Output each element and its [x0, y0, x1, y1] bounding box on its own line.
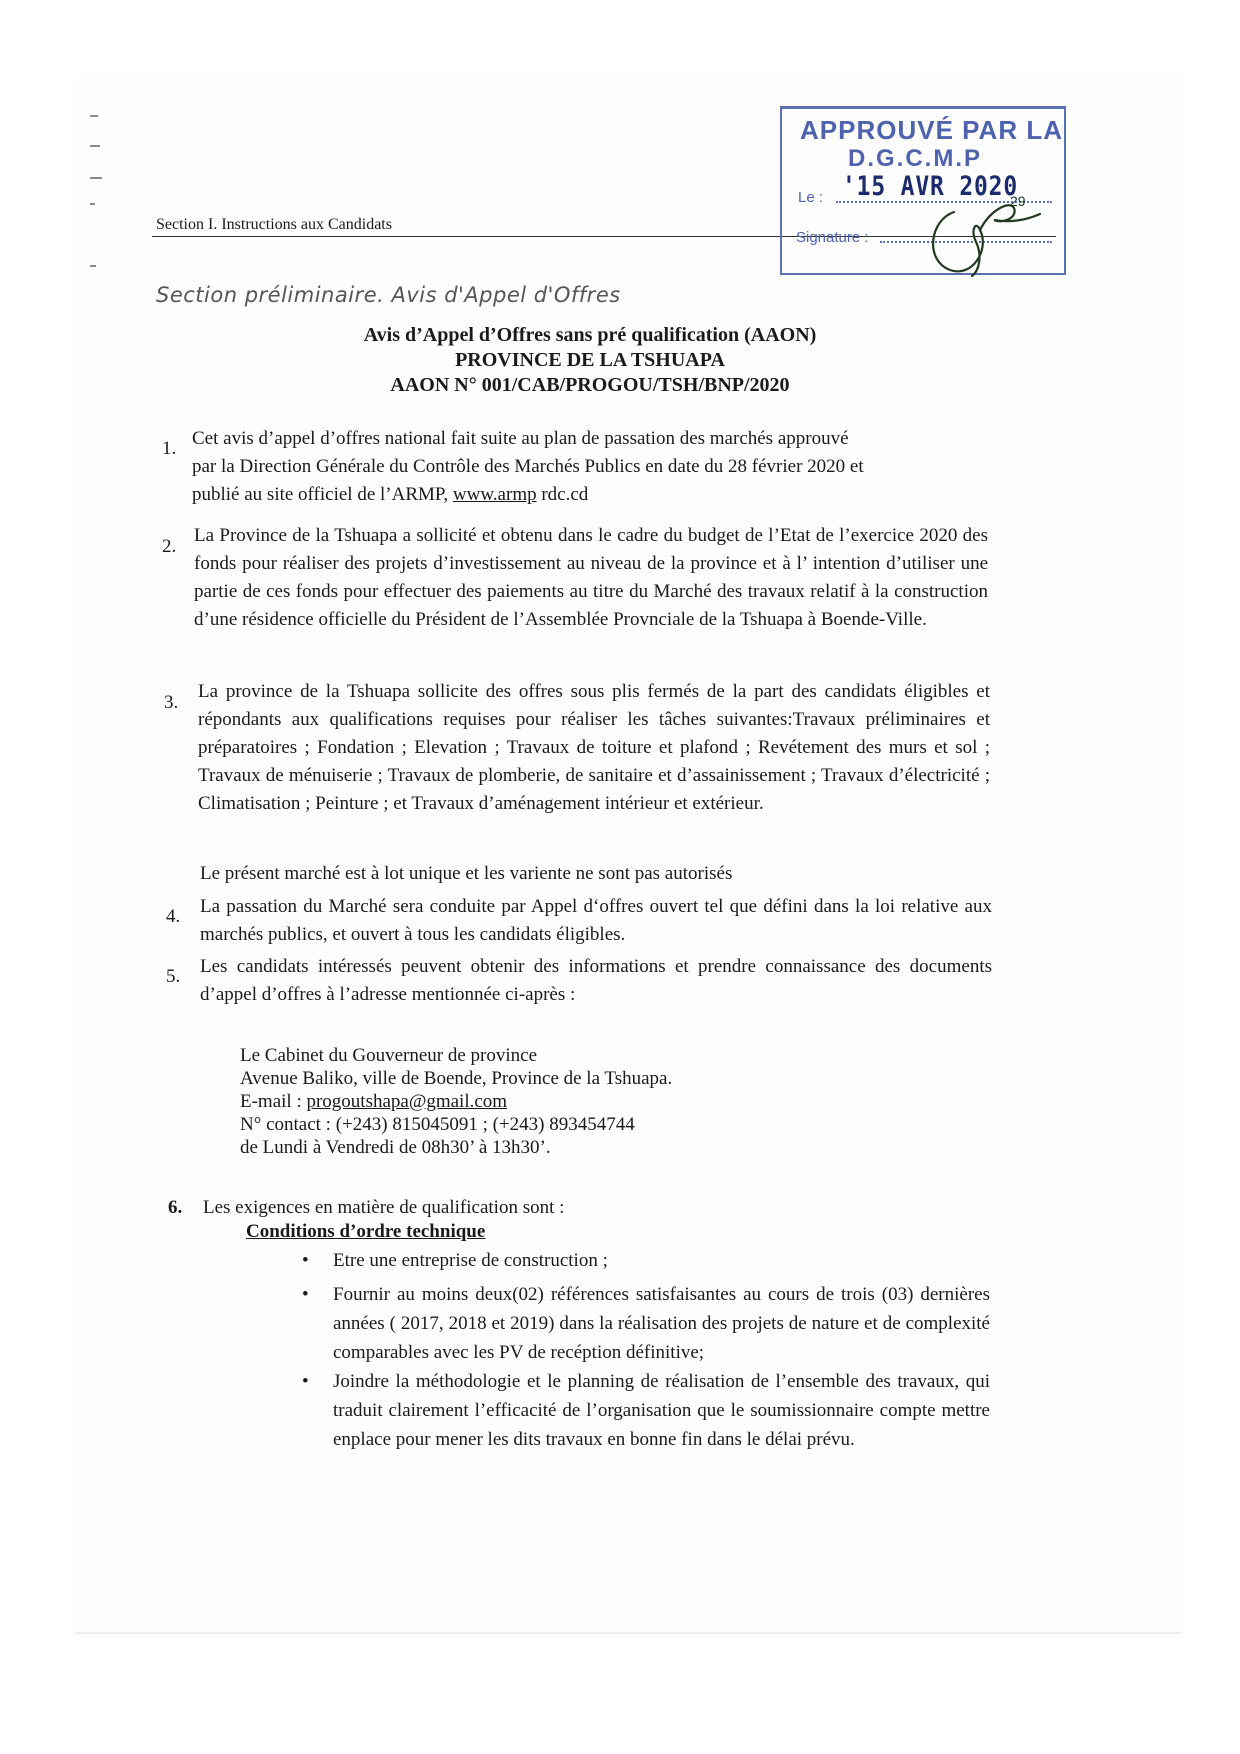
item-3-note: Le présent marché est à lot unique et les variente ne sont pas autorisés: [200, 863, 733, 884]
list-item: La passation du Marché sera conduite par Appel d‘offres ouvert tel que défini dans la loi relative aux marchés publics, et ouvert à tous les candidats éligibles.: [200, 896, 992, 945]
address-line-2: Avenue Baliko, ville de Boende, Province de la Tshuapa.: [240, 1068, 673, 1089]
email-line: [240, 1090, 672, 1113]
list-item: Les candidats intéressés peuvent obtenir des informations et prendre connaissance des documents d’appel d’offres à l’adresse mentionnée ci-après :: [200, 956, 992, 1005]
item-1-line-2: par la Direction Générale du Contrôle des Marchés Publics en date du 28 février 2020 et: [192, 456, 864, 477]
conditions-heading: Conditions d’ordre technique: [246, 1221, 486, 1242]
address-line-1: Le Cabinet du Gouverneur de province: [240, 1045, 538, 1066]
email-link[interactable]: progoutshapa@gmail.com: [306, 1091, 508, 1112]
list-item: La Province de la Tshuapa a sollicité et obtenu dans le cadre du budget de l’Etat de l’exercice 2020 des fonds pour réaliser des projets d’investissement au niveau de la province et à l’ intention d’utiliser une partie de ces fonds pour effectuer des paiements au titre du Marché des travaux relatif à la construction d’une résidence officielle du Président de l’Assemblée Provnciale de la Tshuapa à Boende-Ville.: [194, 525, 988, 630]
address-block: [240, 1044, 672, 1159]
item-1-line-1: Cet avis d’appel d’offres national fait suite au plan de passation des marchés approuvé: [192, 428, 849, 449]
item-number: 6.: [168, 1197, 183, 1218]
stamp-date-label: Le :: [798, 189, 824, 206]
notice-reference: AAON N° 001/CAB/PROGOU/TSH/BNP/2020: [390, 374, 790, 396]
item-1-line-3: [192, 481, 987, 509]
condition-item: Joindre la méthodologie et le planning de réalisation de l’ensemble des travaux, qui traduit clairement l’efficacité de l’organisation que le soumissionnaire compte mettre enplace pour mener les dits travaux en bonne fin dans le délai prévu.: [333, 1371, 990, 1450]
list-item: La province de la Tshuapa sollicite des offres sous plis fermés de la part des candidats éligibles et répondants aux qualifications requises pour réaliser les tâches suivantes:Travaux préliminaires et préparatoires ; Fondation ; Elevation ; Travaux de toiture et plafond ; Revétement des murs et sol ; Travaux de ménuiserie ; Travaux de plomberie, de sanitaire et d’assainissement ; Travaux d’électricité ; Climatisation ; Peinture ; et Travaux d’aménagement intérieur et extérieur.: [198, 681, 990, 814]
item-number: 4.: [166, 906, 181, 927]
bullet-icon: •: [302, 1250, 309, 1271]
item-number: 2.: [162, 536, 177, 557]
stamp-signature-label: Signature :: [796, 229, 869, 246]
section-header-label: Section I. Instructions aux Candidats: [156, 216, 392, 233]
bullet-icon: •: [302, 1284, 309, 1305]
armp-website-link[interactable]: www.armp: [452, 484, 537, 505]
stamp-line-2: D.G.C.M.P: [848, 145, 983, 172]
item-number: 1.: [162, 438, 177, 459]
item-1-suffix: rdc.cd: [536, 484, 589, 505]
province-title: PROVINCE DE LA TSHUAPA: [455, 349, 725, 371]
page-bottom-edge: [76, 1632, 1181, 1634]
section-title: Section préliminaire. Avis d'Appel d'Offres: [156, 283, 621, 307]
hours-line: de Lundi à Vendredi de 08h30’ à 13h30’.: [240, 1137, 551, 1158]
email-label: E-mail :: [240, 1091, 307, 1112]
notice-title: Avis d’Appel d’Offres sans pré qualification (AAON): [363, 324, 817, 346]
item-1-text: publié au site officiel de l’ARMP,: [192, 484, 453, 505]
scan-margin-marks: [90, 115, 120, 285]
list-item: [192, 425, 987, 509]
bullet-icon: •: [302, 1371, 309, 1392]
item-number: 5.: [166, 966, 181, 987]
condition-item: Etre une entreprise de construction ;: [333, 1250, 608, 1271]
contact-line: N° contact : (+243) 815045091 ; (+243) 893454744: [240, 1114, 635, 1135]
item-number: 3.: [164, 692, 179, 713]
handwritten-signature: [910, 190, 1060, 280]
condition-item: Fournir au moins deux(02) références satisfaisantes au cours de trois (03) dernières années ( 2017, 2018 et 2019) dans la réalisation des projets de nature et de complexité comparables avec les PV de recéption définitive;: [333, 1284, 990, 1363]
stamp-date: '15 AVR 2020: [842, 171, 1019, 202]
stamp-line-1: APPROUVÉ PAR LA: [800, 115, 1063, 145]
list-item: Les exigences en matière de qualification sont :: [203, 1197, 565, 1218]
notice-title-block: [245, 323, 935, 398]
signature-note-number: 29: [1010, 193, 1026, 209]
